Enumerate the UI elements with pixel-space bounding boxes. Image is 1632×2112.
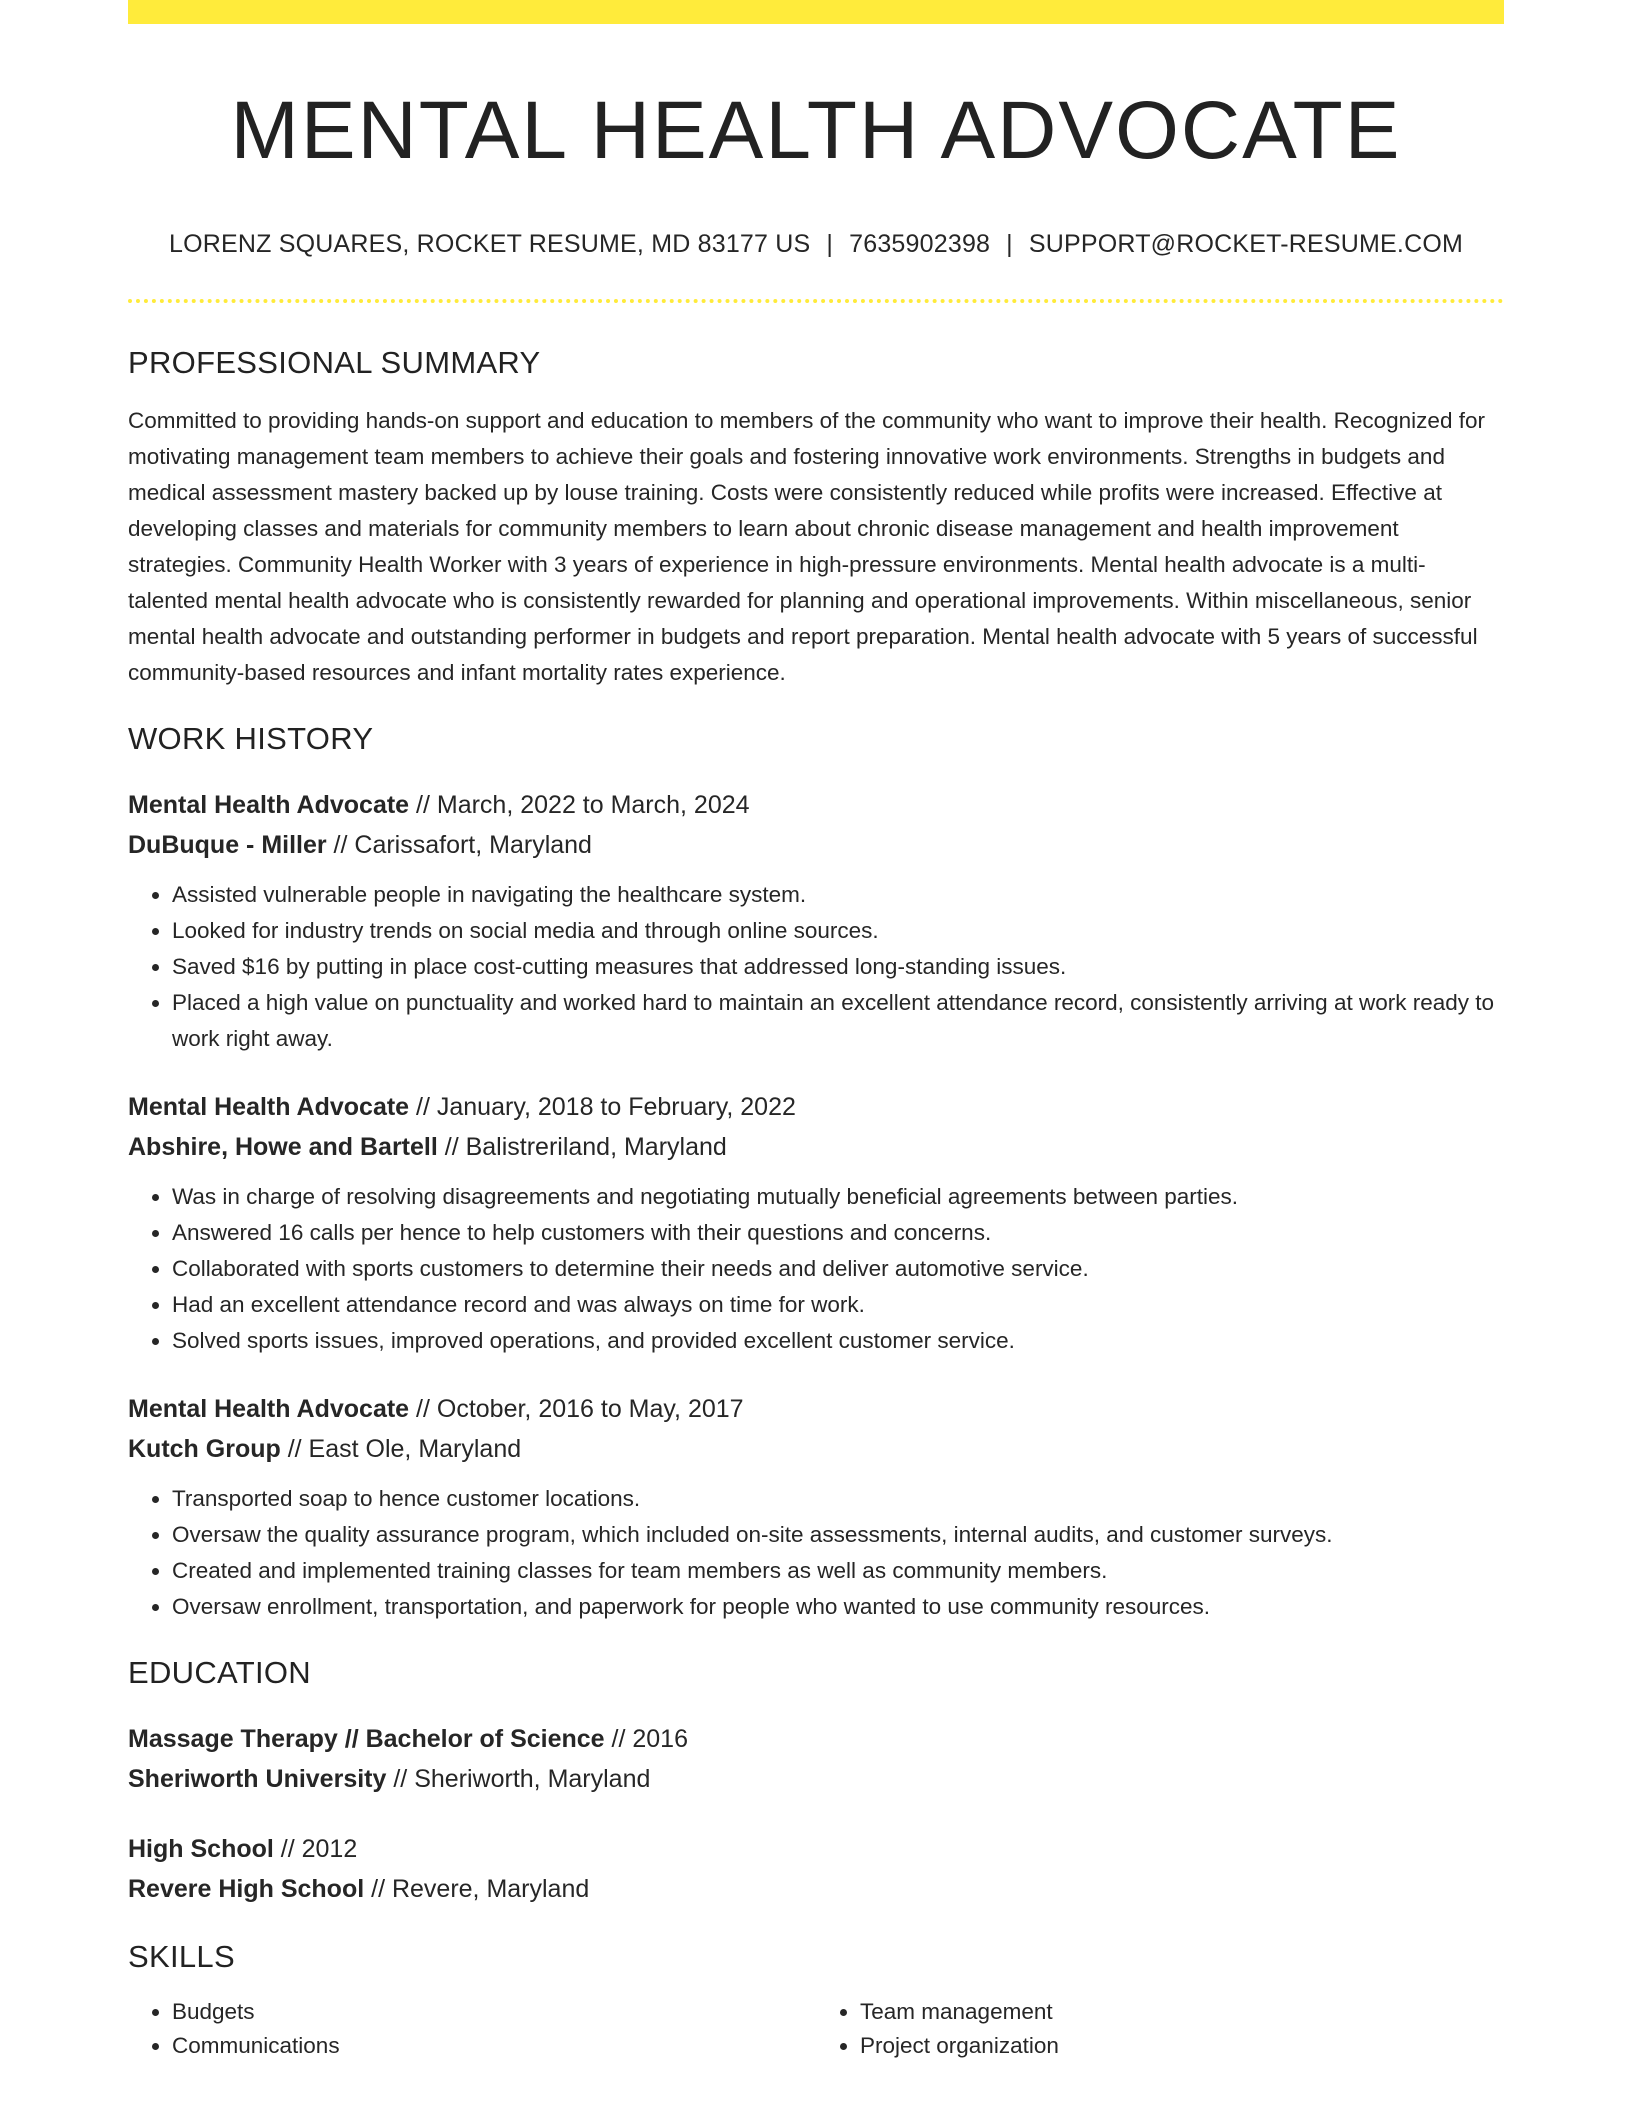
- school-name: Revere High School: [128, 1875, 365, 1904]
- degree-year: // 2016: [604, 1725, 688, 1754]
- job-entry: [128, 785, 1504, 1057]
- section-heading-education: EDUCATION: [128, 1655, 311, 1691]
- job-location: // East Ole, Maryland: [280, 1435, 522, 1464]
- list-item: • Assisted vulnerable people in navigating the healthcare system.: [172, 877, 1504, 913]
- list-item: • Had an excellent attendance record and was always on time for work.: [172, 1287, 1504, 1323]
- contact-email: SUPPORT@ROCKET-RESUME.COM: [1028, 230, 1464, 259]
- degree-name: High School: [128, 1835, 274, 1864]
- job-company: DuBuque - Miller: [128, 831, 327, 860]
- job-title-line: [128, 785, 1504, 825]
- education-section: [128, 1655, 1504, 1909]
- degree-name: Massage Therapy // Bachelor of Science: [128, 1725, 605, 1754]
- professional-summary-section: [128, 345, 1504, 691]
- degree-line: [128, 1719, 1504, 1759]
- job-dates: // March, 2022 to March, 2024: [409, 791, 750, 820]
- dotted-divider: [128, 299, 1504, 303]
- job-bullets: [128, 1481, 1504, 1625]
- list-item: • Saved $16 by putting in place cost-cutting measures that addressed long-standing issues.: [172, 949, 1504, 985]
- section-heading-summary: PROFESSIONAL SUMMARY: [128, 345, 541, 381]
- job-location: // Balistreriland, Maryland: [437, 1133, 727, 1162]
- job-dates: // January, 2018 to February, 2022: [409, 1093, 796, 1122]
- contact-phone: 7635902398: [849, 230, 991, 259]
- section-heading-work: WORK HISTORY: [128, 721, 374, 757]
- list-item: • Was in charge of resolving disagreements and negotiating mutually beneficial agreements between parties.: [172, 1179, 1504, 1215]
- list-item: • Placed a high value on punctuality and worked hard to maintain an excellent attendance record, consistently arriving at work ready to work right away.: [172, 985, 1504, 1057]
- job-company-line: [128, 1127, 1504, 1167]
- school-location: // Revere, Maryland: [364, 1875, 590, 1904]
- school-name: Sheriworth University: [128, 1765, 387, 1794]
- list-item: • Answered 16 calls per hence to help customers with their questions and concerns.: [172, 1215, 1504, 1251]
- job-title-line: [128, 1087, 1504, 1127]
- job-company-line: [128, 825, 1504, 865]
- resume-page: [128, 0, 1504, 2063]
- contact-separator: |: [1006, 230, 1013, 259]
- section-heading-skills: SKILLS: [128, 1939, 235, 1975]
- list-item: • Solved sports issues, improved operations, and provided excellent customer service.: [172, 1323, 1504, 1359]
- job-company: Kutch Group: [128, 1435, 281, 1464]
- resume-title: MENTAL HEALTH ADVOCATE: [230, 85, 1402, 176]
- job-company-line: [128, 1429, 1504, 1469]
- school-line: [128, 1869, 1504, 1909]
- job-entry: [128, 1389, 1504, 1625]
- list-item: • Oversaw the quality assurance program, which included on-site assessments, internal audits, and customer surveys.: [172, 1517, 1504, 1553]
- work-history-section: [128, 721, 1504, 1625]
- job-bullets: [128, 877, 1504, 1057]
- job-title: Mental Health Advocate: [128, 791, 410, 820]
- list-item: • Collaborated with sports customers to determine their needs and deliver automotive service.: [172, 1251, 1504, 1287]
- job-title: Mental Health Advocate: [128, 1093, 410, 1122]
- contact-separator: |: [826, 230, 834, 259]
- school-location: // Sheriworth, Maryland: [386, 1765, 651, 1794]
- school-line: [128, 1759, 1504, 1799]
- education-entry: [128, 1829, 1504, 1909]
- list-item: • Created and implemented training classes for team members as well as community members.: [172, 1553, 1504, 1589]
- skill-item: • Budgets: [172, 1995, 816, 2029]
- summary-text: Committed to providing hands-on support and education to members of the community who want to improve their health. Recognized for motivating management team members to achieve their goals and fostering innovative work environments. Strengths in budgets and medical assessment mastery backed up by louse training. Costs were consistently reduced while profits were increased. Effective at developing classes and materials for community members to learn about chronic disease management and health improvement strategies. Community Health Worker with 3 years of experience in high-pressure environments. Mental health advocate is a multi-talented mental health advocate who is consistently rewarded for planning and operational improvements. Within miscellaneous, senior mental health advocate and outstanding performer in budgets and report preparation. Mental health advocate with 5 years of successful community-based resources and infant mortality rates experience.: [128, 408, 1485, 686]
- education-entry: [128, 1719, 1504, 1799]
- contact-line: [128, 230, 1504, 259]
- degree-line: [128, 1829, 1504, 1869]
- skills-column-right: [816, 1995, 1504, 2063]
- list-item: • Oversaw enrollment, transportation, and paperwork for people who wanted to use community resources.: [172, 1589, 1504, 1625]
- top-accent-bar: [128, 0, 1504, 24]
- degree-year: // 2012: [273, 1835, 358, 1864]
- job-title: Mental Health Advocate: [128, 1395, 410, 1424]
- skill-item: • Communications: [172, 2029, 816, 2063]
- skills-column-left: [128, 1995, 816, 2063]
- job-company: Abshire, Howe and Bartell: [128, 1133, 438, 1162]
- job-location: // Carissafort, Maryland: [326, 831, 592, 860]
- job-title-line: [128, 1389, 1504, 1429]
- skills-section: [128, 1939, 1504, 2063]
- list-item: • Transported soap to hence customer locations.: [172, 1481, 1504, 1517]
- skill-item: • Project organization: [860, 2029, 1504, 2063]
- contact-address: LORENZ SQUARES, ROCKET RESUME, MD 83177 US: [168, 230, 811, 259]
- skills-grid: [128, 1995, 1504, 2063]
- job-entry: [128, 1087, 1504, 1359]
- job-bullets: [128, 1179, 1504, 1359]
- skill-item: • Team management: [860, 1995, 1504, 2029]
- list-item: • Looked for industry trends on social media and through online sources.: [172, 913, 1504, 949]
- job-dates: // October, 2016 to May, 2017: [409, 1395, 744, 1424]
